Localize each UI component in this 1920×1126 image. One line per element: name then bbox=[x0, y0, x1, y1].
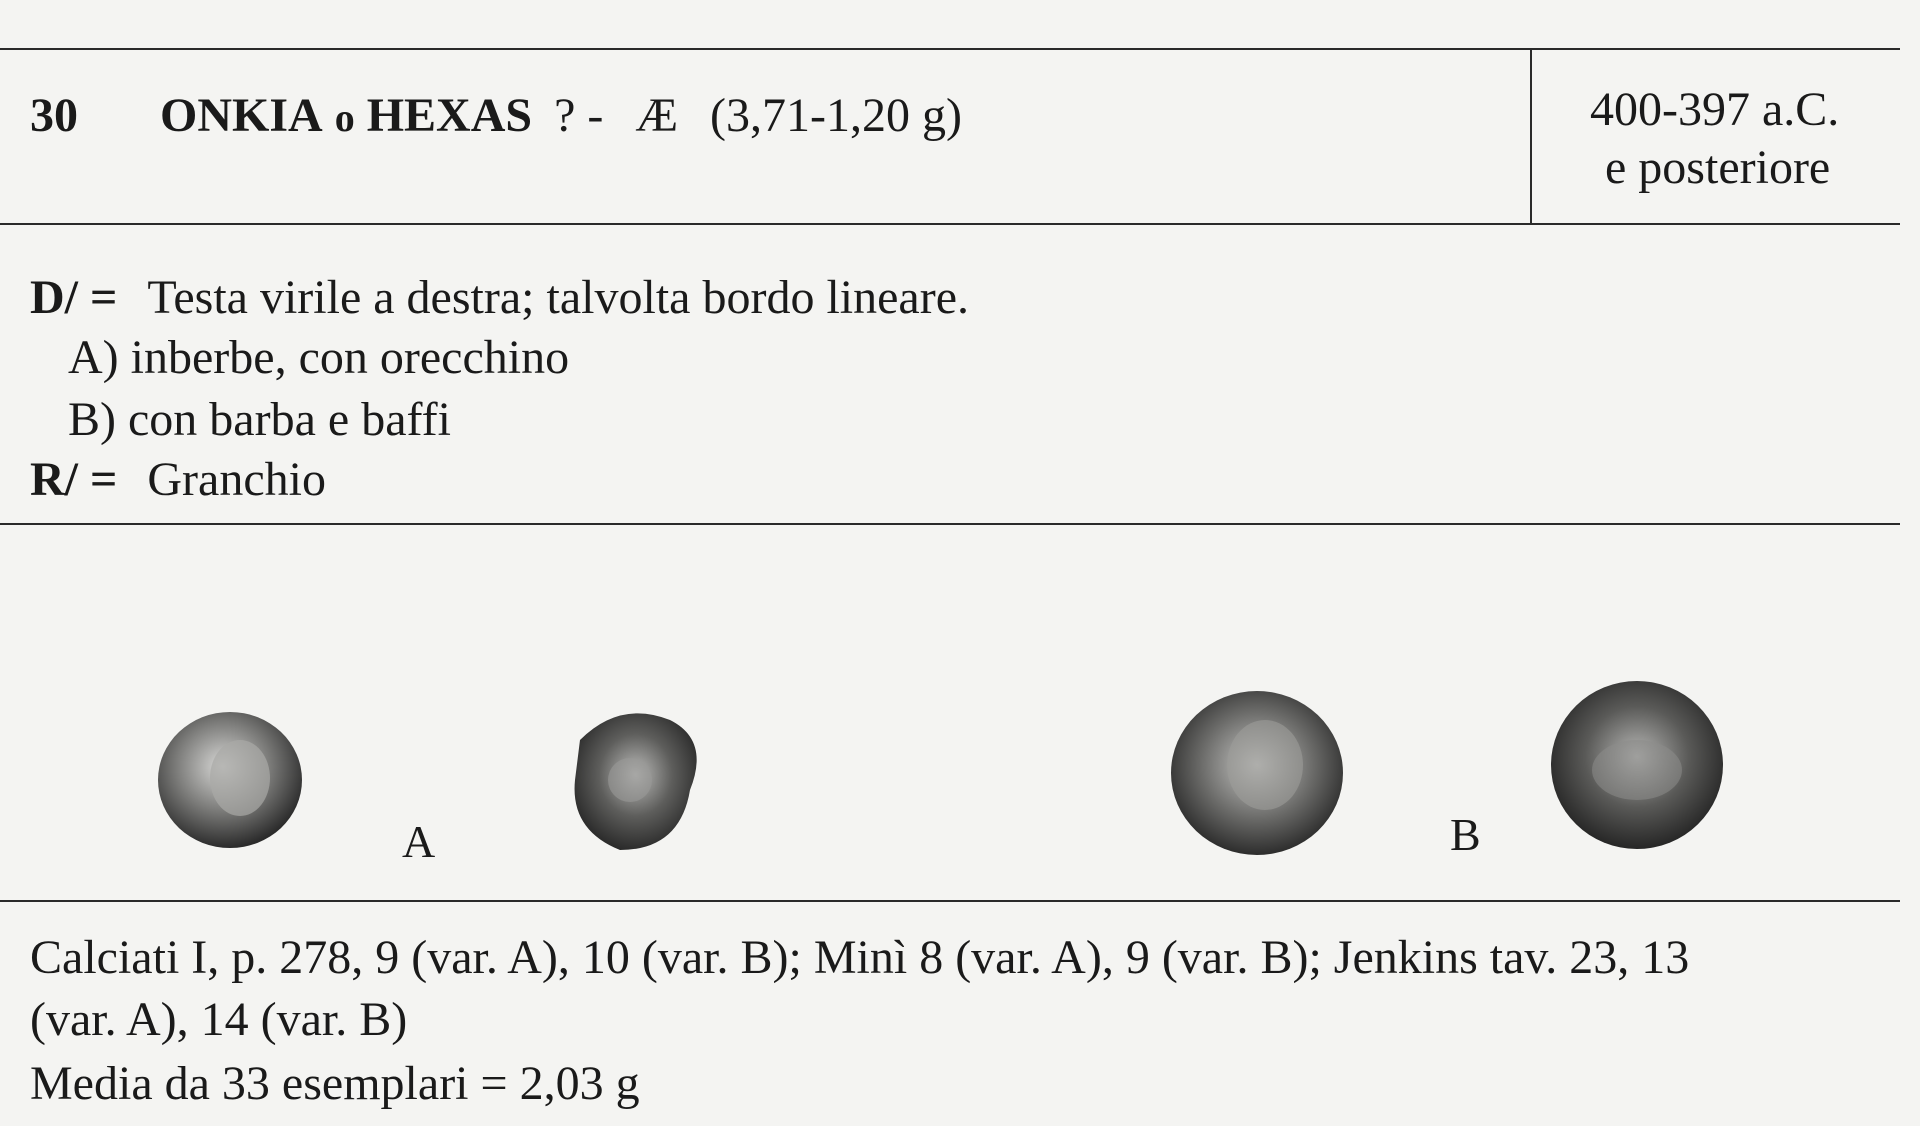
coin-label-a: A bbox=[402, 816, 436, 867]
coin-b-reverse-image bbox=[1545, 675, 1730, 855]
entry-title bbox=[160, 88, 962, 143]
title-name-part1: ONKIA bbox=[160, 89, 323, 142]
reverse-row bbox=[30, 452, 326, 507]
coin-a-reverse-image bbox=[550, 700, 710, 860]
reverse-label: R/ = bbox=[30, 453, 118, 506]
metal-symbol: Æ bbox=[635, 89, 679, 142]
images-bottom-rule bbox=[0, 900, 1900, 902]
variant-b-text: B) con barba e baffi bbox=[68, 393, 451, 446]
top-rule bbox=[0, 48, 1900, 50]
title-conjunction: o bbox=[334, 95, 355, 140]
variant-a-text: A) inberbe, con orecchino bbox=[68, 331, 570, 384]
reverse-text: Granchio bbox=[147, 453, 326, 506]
title-name-part2: HEXAS bbox=[366, 89, 533, 142]
entry-number: 30 bbox=[30, 89, 78, 142]
references-line-2: (var. A), 14 (var. B) bbox=[30, 993, 408, 1046]
obverse-text: Testa virile a destra; talvolta bordo lineare. bbox=[147, 271, 970, 324]
obverse-row bbox=[30, 270, 969, 325]
coin-b-obverse-image bbox=[1165, 685, 1350, 860]
description-bottom-rule bbox=[0, 523, 1900, 525]
coin-label-b: B bbox=[1450, 809, 1481, 860]
obverse-label: D/ = bbox=[30, 271, 118, 324]
references-line-1: Calciati I, p. 278, 9 (var. A), 10 (var. B); Minì 8 (var. A), 9 (var. B); Jenkins tav. 23, 13 bbox=[30, 931, 1690, 984]
date-line-2: e posteriore bbox=[1605, 141, 1831, 194]
weight-range: (3,71-1,20 g) bbox=[710, 89, 962, 142]
date-line-1: 400-397 a.C. bbox=[1590, 83, 1840, 136]
coin-a-obverse-image bbox=[150, 700, 310, 860]
header-divider bbox=[1530, 48, 1532, 225]
header-bottom-rule bbox=[0, 223, 1900, 225]
average-weight: Media da 33 esemplari = 2,03 g bbox=[30, 1057, 640, 1110]
title-qualifier: ? - bbox=[554, 89, 604, 142]
